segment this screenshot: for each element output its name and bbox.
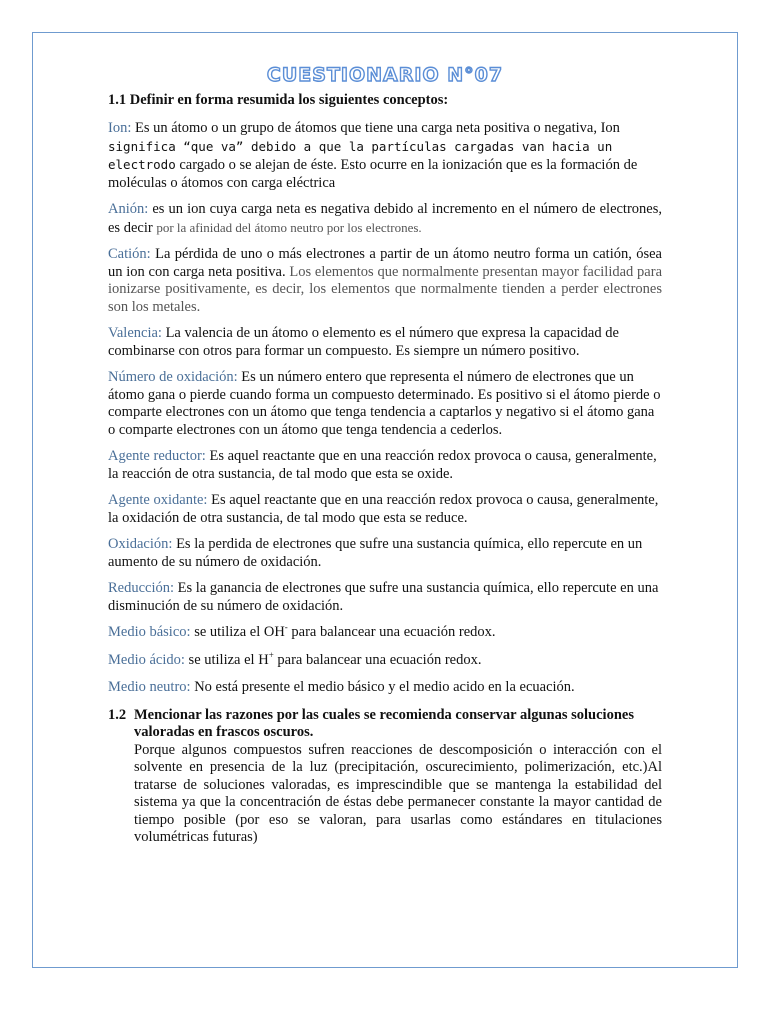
- concept-ion: Ion: Es un átomo o un grupo de átomos que tiene una carga neta positiva o negativa, Ion significa “que va” debido a que la partículas cargadas van hacia un electrodo cargado o se alejan de éste. Esto ocurre en la ionización que es la formación de moléculas o átomos con carga eléctrica: [108, 120, 638, 191]
- concept-valencia: Valencia: La valencia de un átomo o elemento es el número que expresa la capacidad de combinarse con otros para formar un compuesto. Es siempre un número positivo.: [108, 325, 619, 359]
- concept-term: Medio ácido:: [108, 651, 185, 668]
- concept-numero-oxidacion: Número de oxidación: Es un número entero que representa el número de electrones que un átomo gana o pierde cuando forma un compuesto determinado. Es positivo si el átomo pierde o comparte electrones con un átomo que tenga tendencia a captarlos y negativo si el átomo gana o comparte electrones con un átomo que tenga tendencia a cederlos.: [108, 369, 661, 438]
- concept-term: Valencia:: [108, 325, 162, 341]
- concept-term: Ion:: [108, 120, 132, 136]
- section-heading-1-2: 1.2 Mencionar las razones por las cuales se recomienda conservar algunas soluciones valoradas en frascos oscuros.: [108, 706, 634, 740]
- concept-term: Oxidación:: [108, 536, 173, 552]
- section-1-2-answer: Porque algunos compuestos sufren reacciones de descomposición o interacción con el solvente en presencia de la luz (precipitación, oscurecimiento, polimerización, etc.)Al tratarse de soluciones valoradas, es imprescindible que se mantenga la estabilidad del sistema ya que la concentración de éstas debe permanecer constante la mayor cantidad de tiempo posible (por eso se valoran, para usarlas como estándares en titulaciones volumétricas futuras): [134, 741, 662, 845]
- concept-medio-acido: Medio ácido: se utiliza el H+ para balancear una ecuación redox.: [108, 649, 482, 668]
- concept-term: Reducción:: [108, 580, 175, 596]
- concept-medio-basico: Medio básico: se utiliza el OH- para balancear una ecuación redox.: [108, 622, 496, 640]
- concept-term: Medio básico:: [108, 624, 191, 640]
- concept-term: Anión:: [108, 201, 149, 217]
- document-page: [108, 64, 662, 847]
- concept-oxidacion: Oxidación: Es la perdida de electrones que sufre una sustancia química, ello repercute en un aumento de su número de oxidación.: [108, 536, 643, 570]
- concept-term: Número de oxidación:: [108, 369, 238, 385]
- concept-term: Medio neutro:: [108, 679, 191, 695]
- concept-agente-oxidante: Agente oxidante: Es aquel reactante que en una reacción redox provoca o causa, generalmente, la oxidación de otra sustancia, de tal modo que esta se reduce.: [108, 492, 659, 526]
- section-heading-1-1: 1.1 Definir en forma resumida los siguientes conceptos:: [108, 92, 449, 108]
- concept-agente-reductor: Agente reductor: Es aquel reactante que en una reacción redox provoca o causa, generalmente, la reacción de otra sustancia, de tal modo que esta se oxide.: [108, 448, 657, 482]
- concept-cation: Catión: La pérdida de uno o más electrones a partir de un átomo neutro forma un catión, ósea un ion con carga neta positiva. Los elementos que normalmente presentan mayor facilidad para ionizarse positivamente, es decir, los elementos que normalmente tienden a perder electrones son los metales.: [108, 246, 663, 315]
- page-title: CUESTIONARIO N°07: [266, 64, 504, 86]
- concept-term: Catión:: [108, 246, 151, 262]
- concept-medio-neutro: Medio neutro: No está presente el medio básico y el medio acido en la ecuación.: [108, 679, 575, 695]
- section-1-2: [108, 707, 662, 847]
- concept-anion: Anión: es un ion cuya carga neta es negativa debido al incremento en el número de electrones, es decir por la afinidad del átomo neutro por los electrones.: [108, 201, 662, 236]
- concept-reduccion: Reducción: Es la ganancia de electrones que sufre una sustancia química, ello repercute en una disminución de su número de oxidación.: [108, 580, 659, 614]
- concept-term: Agente reductor:: [108, 448, 206, 464]
- concept-term: Agente oxidante:: [108, 492, 208, 508]
